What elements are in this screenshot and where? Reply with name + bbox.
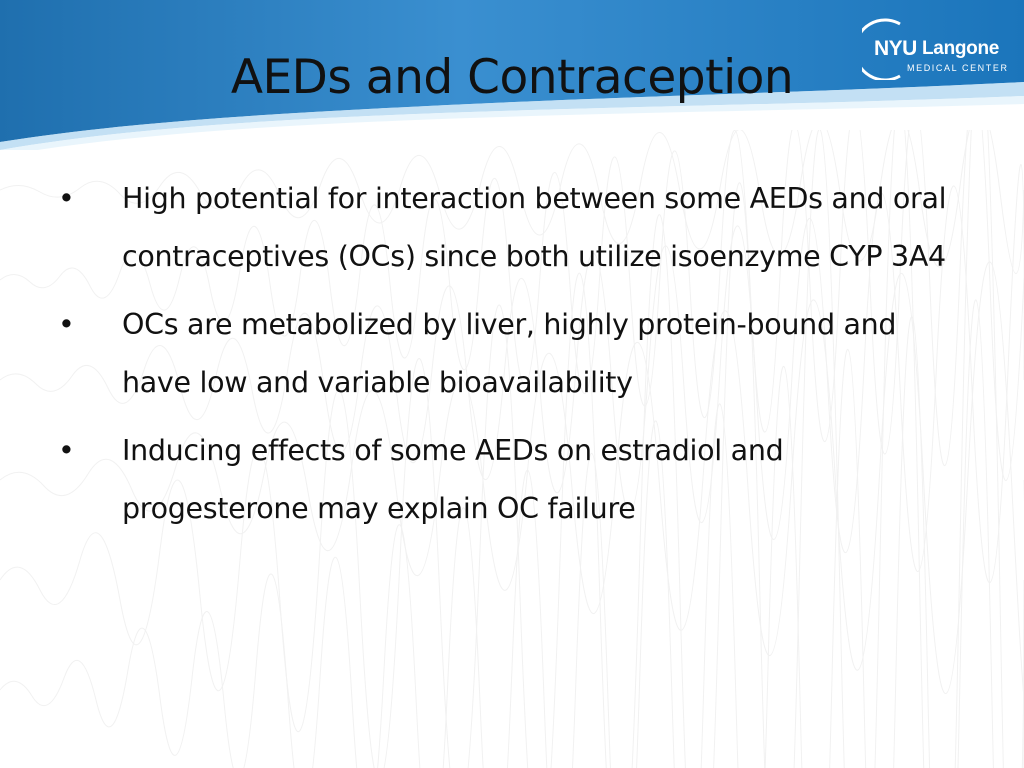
bullet-item: [58, 170, 958, 286]
logo-langone-text: Langone: [922, 38, 1000, 59]
slide-title: AEDs and Contraception: [230, 50, 794, 105]
bullet-text: Inducing effects of some AEDs on estradiol and progesterone may explain OC failure: [122, 434, 784, 525]
bullet-list: [58, 170, 958, 548]
bullet-item: [58, 296, 958, 412]
bullet-text: OCs are metabolized by liver, highly protein-bound and have low and variable bioavailability: [122, 308, 897, 399]
bullet-dot-icon: •: [58, 434, 75, 467]
bullet-dot-icon: •: [58, 182, 75, 215]
bullet-dot-icon: •: [58, 308, 75, 341]
bullet-text: High potential for interaction between some AEDs and oral contraceptives (OCs) since both utilize isoenzyme CYP 3A4: [122, 182, 947, 273]
bullet-item: [58, 422, 958, 538]
logo-subtitle-text: MEDICAL CENTER: [907, 63, 1009, 73]
logo-nyu-text: NYU: [874, 37, 917, 60]
